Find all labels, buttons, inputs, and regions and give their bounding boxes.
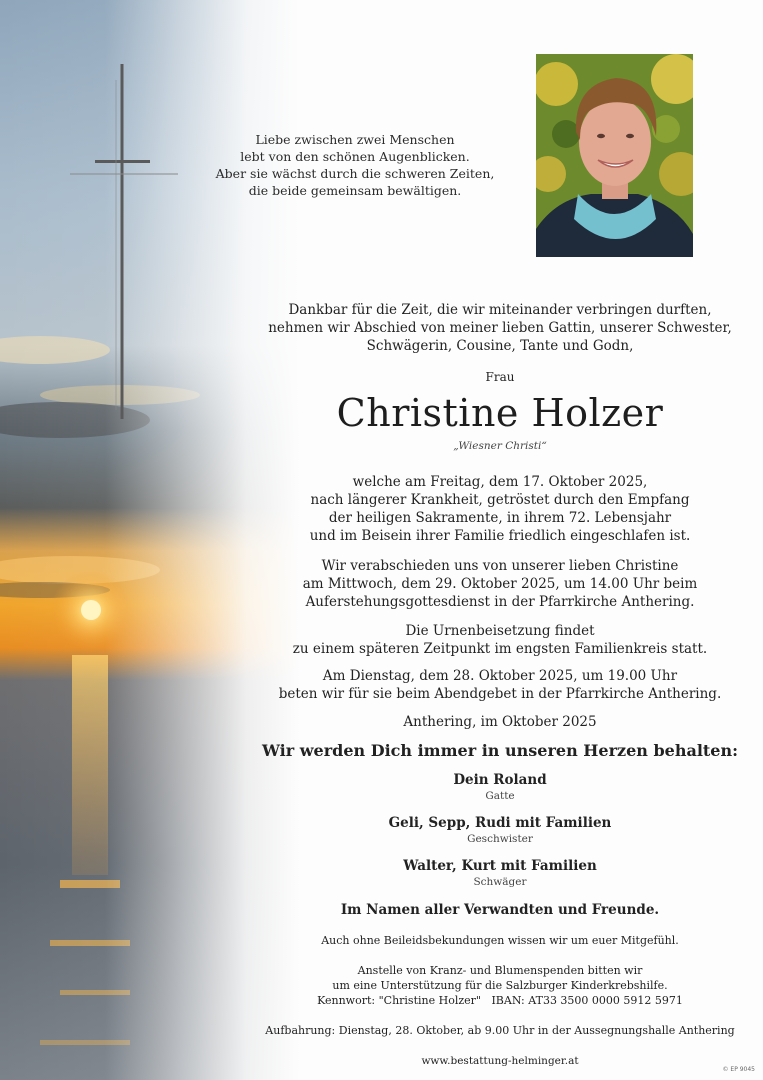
mourner-names: Walter, Kurt mit Familien — [403, 858, 597, 874]
urn-text-line: Die Urnenbeisetzung findet — [405, 623, 595, 639]
poem-line: Liebe zwischen zwei Menschen — [255, 132, 455, 147]
viewing-line: Aufbahrung: Dienstag, 28. Oktober, ab 9.00 Uhr in der Aussegnungshalle Anthering — [265, 1024, 735, 1037]
deceased-name: Christine Holzer — [336, 391, 664, 435]
death-text-line: welche am Freitag, dem 17. Oktober 2025, — [352, 474, 648, 490]
portrait-photo — [536, 54, 693, 257]
poem-line: lebt von den schönen Augenblicken. — [240, 149, 470, 164]
nickname: „Wiesner Christi“ — [453, 440, 547, 452]
intro-line: Schwägerin, Cousine, Tante und Godn, — [366, 338, 634, 354]
intro-line: nehmen wir Abschied von meiner lieben Gattin, unserer Schwester, — [268, 320, 732, 336]
death-text-line: nach längerer Krankheit, getröstet durch den Empfang — [310, 492, 690, 508]
website-link[interactable]: www.bestattung-helminger.at — [421, 1055, 579, 1067]
funeral-text-line: am Mittwoch, dem 29. Oktober 2025, um 14.00 Uhr beim — [302, 576, 698, 592]
mourner-names: Geli, Sepp, Rudi mit Familien — [388, 815, 612, 831]
relatives-line: Im Namen aller Verwandten und Freunde. — [340, 902, 660, 918]
poem-line: die beide gemeinsam bewältigen. — [248, 183, 462, 198]
funeral-text-line: Auferstehungsgottesdienst in der Pfarrkirche Anthering. — [305, 594, 695, 610]
mourner-relation: Gatte — [485, 790, 515, 802]
donation-line: Anstelle von Kranz- und Blumenspenden bitten wir — [357, 964, 643, 977]
prayer-text-line: beten wir für sie beim Abendgebet in der Pfarrkirche Anthering. — [278, 686, 722, 702]
donation-line: Kennwort: "Christine Holzer" IBAN: AT33 3500 0000 5912 5971 — [317, 994, 683, 1007]
print-code: © EP 9045 — [722, 1066, 755, 1073]
prayer-text-line: Am Dienstag, dem 28. Oktober 2025, um 19.00 Uhr — [322, 668, 678, 684]
funeral-text-line: Wir verabschieden uns von unserer lieben Christine — [321, 558, 679, 574]
heart-line: Wir werden Dich immer in unseren Herzen behalten: — [261, 741, 739, 760]
donation-line: um eine Unterstützung für die Salzburger Kinderkrebshilfe. — [332, 979, 668, 992]
death-text-line: und im Beisein ihrer Familie friedlich eingeschlafen ist. — [309, 528, 691, 544]
mourner-relation: Geschwister — [467, 833, 533, 845]
intro-line: Dankbar für die Zeit, die wir miteinander verbringen durften, — [288, 302, 712, 318]
condolence-line: Auch ohne Beileidsbekundungen wissen wir um euer Mitgefühl. — [321, 934, 679, 947]
mourner-relation: Schwäger — [473, 876, 527, 888]
salutation: Frau — [485, 370, 515, 384]
place-date: Anthering, im Oktober 2025 — [403, 714, 597, 730]
death-text-line: der heiligen Sakramente, in ihrem 72. Lebensjahr — [328, 510, 672, 526]
mourner-names: Dein Roland — [453, 772, 547, 788]
poem-line: Aber sie wächst durch die schweren Zeiten, — [215, 166, 495, 181]
urn-text-line: zu einem späteren Zeitpunkt im engsten Familienkreis statt. — [292, 641, 708, 657]
